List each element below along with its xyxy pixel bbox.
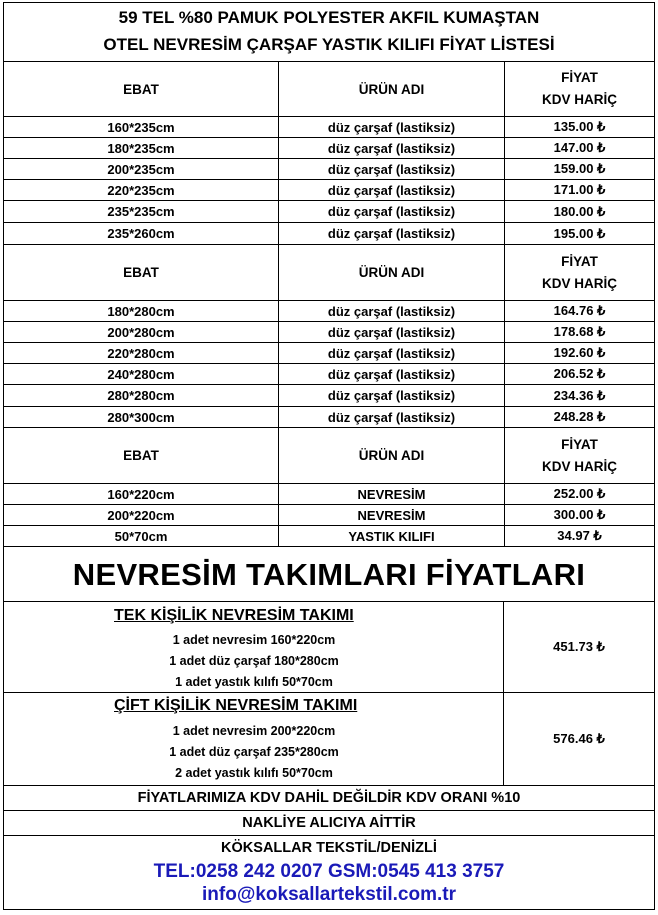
table-row xyxy=(4,223,654,245)
table-header xyxy=(4,245,654,301)
cell-urun: NEVRESİM xyxy=(279,484,505,504)
header-kdv-label: KDV HARİÇ xyxy=(541,275,617,291)
phone-info: TEL:0258 242 0207 GSM:0545 413 3757 xyxy=(153,861,505,882)
set-price: 576.46 ₺ xyxy=(553,731,605,746)
set-item: 1 adet düz çarşaf 235*280cm xyxy=(169,745,339,759)
cell-ebat: 160*220cm xyxy=(4,484,279,504)
table-row xyxy=(4,301,654,322)
set-details xyxy=(4,693,504,785)
set-single xyxy=(4,602,654,693)
cell-urun: düz çarşaf (lastiksiz) xyxy=(279,364,505,384)
shipping-note-row xyxy=(4,811,654,836)
set-item: 1 adet yastık kılıfı 50*70cm xyxy=(175,675,333,689)
header-ebat: EBAT xyxy=(4,428,279,483)
title-line-2: OTEL NEVRESİM ÇARŞAF YASTIK KILIFI FİYAT LİSTESİ xyxy=(103,35,555,54)
cell-urun: düz çarşaf (lastiksiz) xyxy=(279,223,505,244)
cell-ebat: 240*280cm xyxy=(4,364,279,384)
table-row xyxy=(4,385,654,407)
cell-fiyat: 192.60 ₺ xyxy=(553,345,606,360)
header-ebat: EBAT xyxy=(4,245,279,300)
cell-fiyat: 248.28 ₺ xyxy=(553,409,606,424)
cell-ebat: 200*235cm xyxy=(4,159,279,179)
cell-ebat: 220*235cm xyxy=(4,180,279,200)
cell-fiyat: 164.76 ₺ xyxy=(553,303,606,318)
cell-urun: NEVRESİM xyxy=(279,505,505,525)
set-item: 1 adet nevresim 160*220cm xyxy=(172,633,336,647)
table-row xyxy=(4,505,654,526)
header-kdv-label: KDV HARİÇ xyxy=(541,92,617,107)
table-row xyxy=(4,526,654,547)
cell-ebat: 160*235cm xyxy=(4,117,279,137)
cell-urun: düz çarşaf (lastiksiz) xyxy=(279,407,505,427)
title-line-1: 59 TEL %80 PAMUK POLYESTER AKFIL KUMAŞTAN xyxy=(118,8,540,27)
sets-title: NEVRESİM TAKIMLARI FİYATLARI xyxy=(72,557,586,592)
cell-fiyat: 195.00 ₺ xyxy=(553,225,606,241)
table-row xyxy=(4,407,654,428)
title-block xyxy=(4,3,654,62)
cell-urun: düz çarşaf (lastiksiz) xyxy=(279,117,505,137)
set-price: 451.73 ₺ xyxy=(553,639,605,654)
cell-ebat: 235*260cm xyxy=(4,223,279,244)
cell-ebat: 220*280cm xyxy=(4,343,279,363)
table-row xyxy=(4,138,654,159)
kdv-note-row xyxy=(4,786,654,811)
table-row xyxy=(4,201,654,223)
header-ebat: EBAT xyxy=(4,62,279,116)
table-row xyxy=(4,322,654,343)
company-name: KÖKSALLAR TEKSTİL/DENİZLİ xyxy=(221,840,437,856)
cell-urun: düz çarşaf (lastiksiz) xyxy=(279,180,505,200)
set-details xyxy=(4,602,504,692)
cell-urun: düz çarşaf (lastiksiz) xyxy=(279,343,505,363)
cell-ebat: 50*70cm xyxy=(4,526,279,546)
cell-ebat: 180*280cm xyxy=(4,301,279,321)
table-row xyxy=(4,343,654,364)
table-row xyxy=(4,159,654,180)
table-row xyxy=(4,117,654,138)
cell-urun: düz çarşaf (lastiksiz) xyxy=(279,301,505,321)
cell-urun: düz çarşaf (lastiksiz) xyxy=(279,385,505,406)
header-fiyat-label: FİYAT xyxy=(561,436,598,452)
cell-fiyat: 147.00 ₺ xyxy=(553,140,606,155)
header-fiyat xyxy=(505,245,654,300)
contact-block xyxy=(4,836,654,909)
header-fiyat-label: FİYAT xyxy=(561,253,598,269)
cell-ebat: 235*235cm xyxy=(4,201,279,222)
set-double xyxy=(4,693,654,786)
cell-fiyat: 135.00 ₺ xyxy=(553,119,606,134)
cell-urun: düz çarşaf (lastiksiz) xyxy=(279,138,505,158)
cell-fiyat: 300.00 ₺ xyxy=(553,507,606,522)
cell-fiyat: 171.00 ₺ xyxy=(553,182,606,197)
cell-urun: düz çarşaf (lastiksiz) xyxy=(279,322,505,342)
shipping-note: NAKLİYE ALICIYA AİTTİR xyxy=(242,815,416,831)
cell-fiyat: 252.00 ₺ xyxy=(553,486,606,501)
cell-fiyat: 206.52 ₺ xyxy=(553,366,606,381)
header-kdv-label: KDV HARİÇ xyxy=(541,458,617,474)
cell-fiyat: 180.00 ₺ xyxy=(553,203,606,219)
cell-ebat: 180*235cm xyxy=(4,138,279,158)
cell-urun: düz çarşaf (lastiksiz) xyxy=(279,159,505,179)
set-item: 1 adet nevresim 200*220cm xyxy=(172,724,336,738)
set-item: 1 adet düz çarşaf 180*280cm xyxy=(169,654,339,668)
cell-fiyat: 234.36 ₺ xyxy=(553,387,606,403)
header-urun-adi: ÜRÜN ADI xyxy=(279,428,505,483)
cell-ebat: 280*300cm xyxy=(4,407,279,427)
header-fiyat-label: FİYAT xyxy=(561,70,598,85)
header-urun-adi: ÜRÜN ADI xyxy=(279,62,505,116)
cell-ebat: 280*280cm xyxy=(4,385,279,406)
sets-title-row xyxy=(4,547,654,602)
cell-fiyat: 34.97 ₺ xyxy=(557,528,602,543)
cell-fiyat: 178.68 ₺ xyxy=(553,324,606,339)
price-list-sheet xyxy=(3,2,655,910)
cell-ebat: 200*220cm xyxy=(4,505,279,525)
header-fiyat xyxy=(505,62,654,116)
cell-fiyat: 159.00 ₺ xyxy=(553,161,606,176)
table-header xyxy=(4,62,654,117)
cell-ebat: 200*280cm xyxy=(4,322,279,342)
table-row xyxy=(4,180,654,201)
header-fiyat xyxy=(505,428,654,483)
cell-urun: YASTIK KILIFI xyxy=(279,526,505,546)
set-name: TEK KİŞİLİK NEVRESİM TAKIMI xyxy=(114,607,354,624)
cell-urun: düz çarşaf (lastiksiz) xyxy=(279,201,505,222)
set-item: 2 adet yastık kılıfı 50*70cm xyxy=(175,766,333,780)
table-row xyxy=(4,484,654,505)
email-info[interactable]: info@koksallartekstil.com.tr xyxy=(202,884,456,905)
set-name: ÇİFT KİŞİLİK NEVRESİM TAKIMI xyxy=(114,697,358,714)
table-header xyxy=(4,428,654,484)
table-row xyxy=(4,364,654,385)
kdv-note: FİYATLARIMIZA KDV DAHİL DEĞİLDİR KDV ORANI %10 xyxy=(137,790,521,806)
header-urun-adi: ÜRÜN ADI xyxy=(279,245,505,300)
